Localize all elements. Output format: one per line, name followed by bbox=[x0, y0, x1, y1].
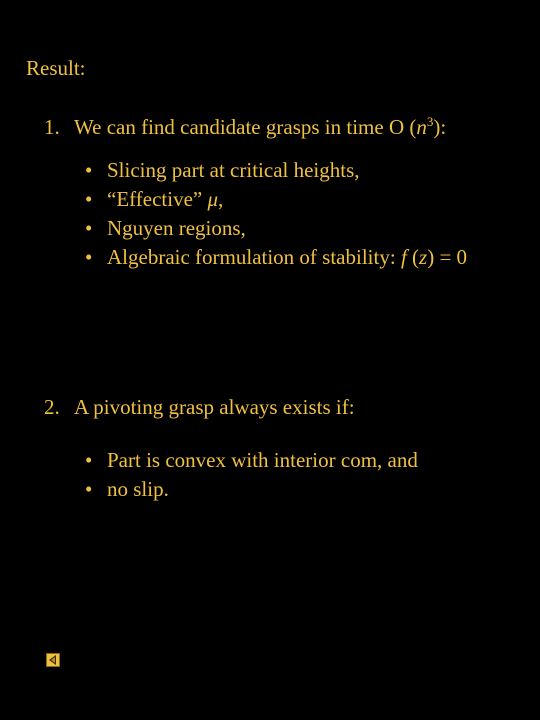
list-item bbox=[85, 243, 467, 272]
bullet-text-pre: “Effective” bbox=[107, 187, 208, 211]
bullet-list-2 bbox=[85, 446, 418, 504]
item-text-sup: 3 bbox=[426, 114, 434, 129]
bullet-text-post: ) = 0 bbox=[427, 245, 468, 269]
list-item bbox=[85, 185, 467, 214]
slide-heading: Result: bbox=[26, 56, 86, 80]
bullet-text-z: z bbox=[419, 245, 428, 269]
bullet-text-open: ( bbox=[406, 245, 420, 269]
bullet-text-pre: Algebraic formulation of stability: bbox=[107, 245, 401, 269]
item-text-pre: We can find candidate grasps in time O ( bbox=[74, 115, 417, 139]
bullet-dot: • bbox=[85, 448, 93, 472]
bullet-text: Part is convex with interior com, and bbox=[107, 448, 418, 472]
list-item bbox=[85, 156, 467, 185]
bullet-dot: • bbox=[85, 158, 93, 182]
item-text-post: ): bbox=[433, 115, 447, 139]
item-text-var: n bbox=[416, 115, 427, 139]
back-button[interactable] bbox=[46, 653, 60, 667]
bullet-dot: • bbox=[85, 187, 93, 211]
back-arrow-icon bbox=[47, 654, 59, 666]
bullet-dot: • bbox=[85, 245, 93, 269]
bullet-text: Nguyen regions, bbox=[107, 216, 246, 240]
bullet-text-post: , bbox=[218, 187, 224, 211]
bullet-text: no slip. bbox=[107, 477, 169, 501]
item-text: A pivoting grasp always exists if: bbox=[74, 395, 355, 419]
bullet-text-f: f bbox=[400, 245, 407, 269]
list-item bbox=[85, 214, 467, 243]
bullet-text: Slicing part at critical heights, bbox=[107, 158, 360, 182]
list-item bbox=[85, 475, 418, 504]
item-number: 1. bbox=[44, 115, 60, 139]
item-number: 2. bbox=[44, 395, 60, 419]
bullet-dot: • bbox=[85, 216, 93, 240]
bullet-text-sym: μ bbox=[207, 187, 219, 211]
numbered-item-1 bbox=[44, 109, 446, 140]
bullet-list-1 bbox=[85, 156, 467, 272]
list-item bbox=[85, 446, 418, 475]
numbered-item-2 bbox=[44, 394, 355, 420]
bullet-dot: • bbox=[85, 477, 93, 501]
